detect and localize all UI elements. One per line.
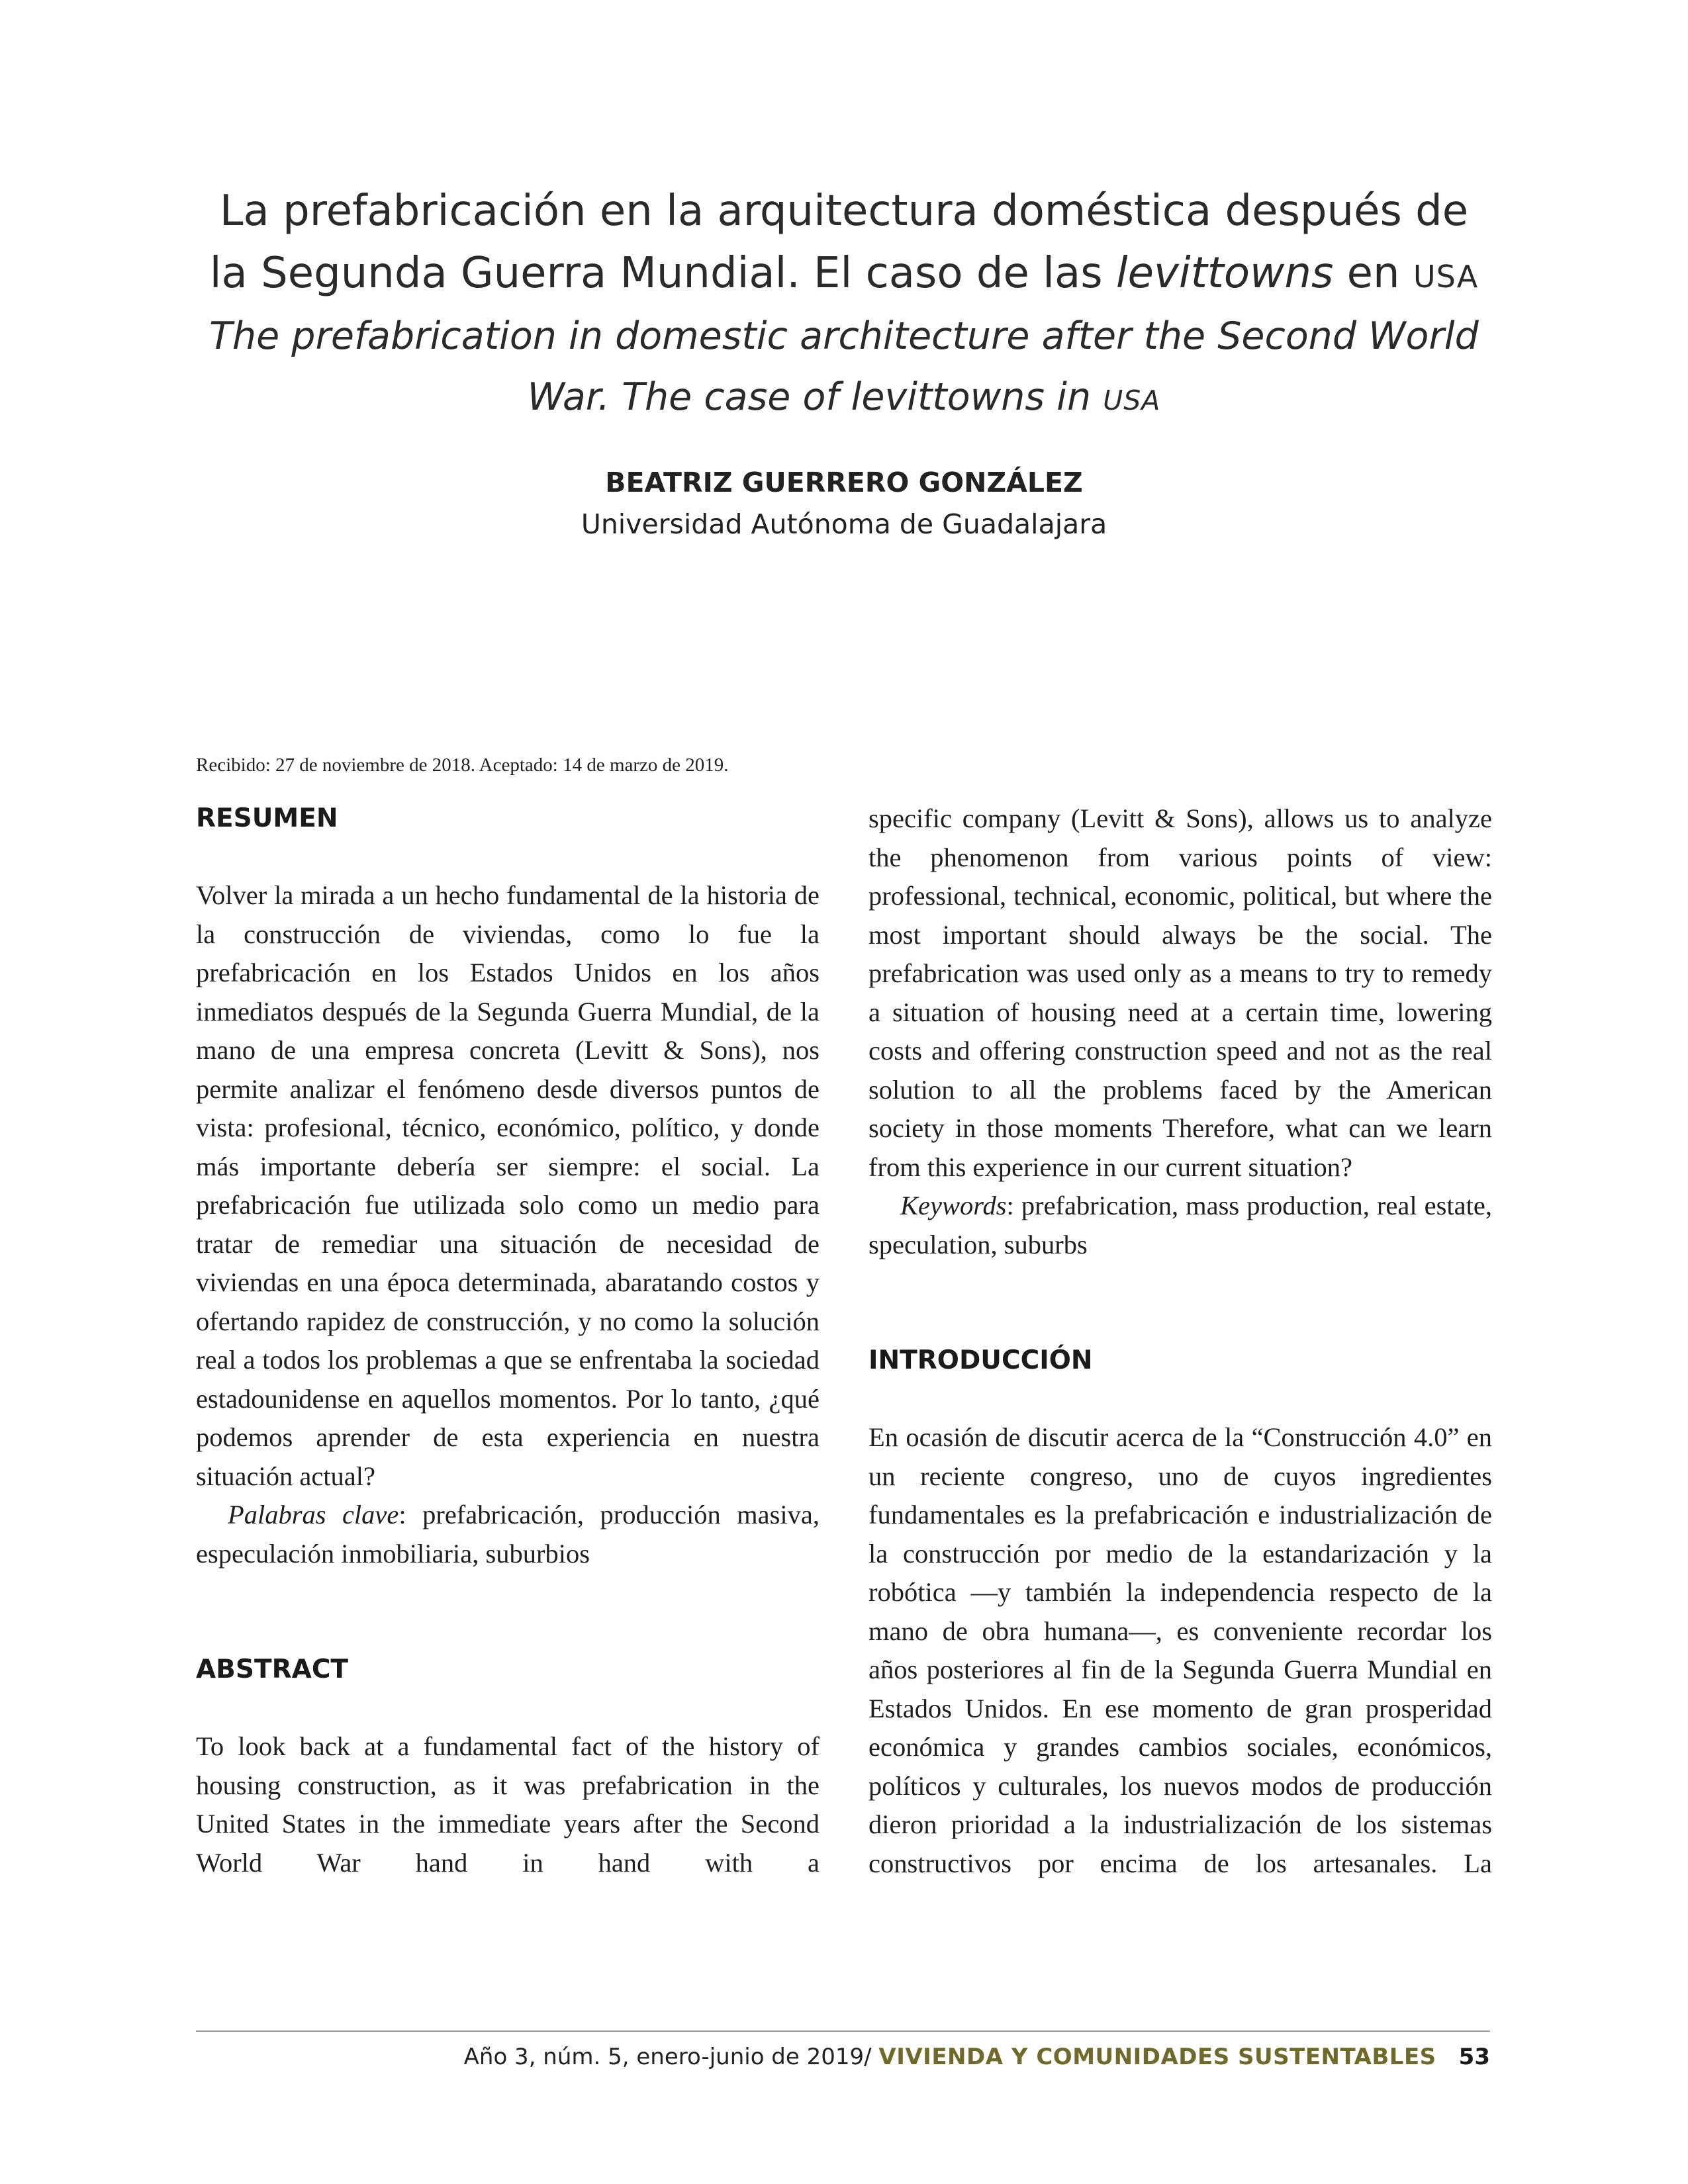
- title-es-line1: La prefabricación en la arquitectura doméstica después de: [219, 187, 1469, 236]
- footer-journal-name: VIVIENDA Y COMUNIDADES SUSTENTABLES: [878, 2044, 1436, 2070]
- resumen-keywords-text: : prefabricación, producción masiva, especulación inmobiliaria, suburbios: [196, 1500, 820, 1569]
- resumen-text: Volver la mirada a un hecho fundamental de la historia de la construcción de viviendas, como lo fue la prefabricación en los Estados Unidos en los años inmediatos después de la Segunda Guerra Mundial, de la mano de una empresa concreta (Levitt & Sons), nos permite analizar el fenómeno desde diversos puntos de vista: profesional, técnico, económico, político, y donde más importante debería ser siempre: el social. La prefabricación fue utilizada solo como un medio para tratar de remediar una situación de necesidad de viviendas en una época determinada, abaratando costos y ofertando rapidez de construcción, y no como la solución real a todos los problemas a que se enfrentaba la sociedad estadounidense en aquellos momentos. Por lo tanto, ¿qué podemos aprender de esta experiencia en nuestra situación actual?: [196, 880, 820, 1491]
- abstract-heading: ABSTRACT: [196, 1655, 349, 1684]
- abstract-keywords-label: Keywords: [900, 1191, 1007, 1220]
- resumen-heading: RESUMEN: [196, 803, 338, 833]
- page-footer: [464, 2044, 1490, 2070]
- title-english: [165, 306, 1523, 431]
- title-es-usa: USA: [1413, 259, 1479, 295]
- abstract-text-part2: specific company (Levitt & Sons), allows us to analyze the phenomenon from various points of view: professional, technical, economic, political, but where the most important should always be the social. The prefabrication was used only as a means to try to remedy a situation of housing need at a certain time, lowering costs and offering construction speed and not as the real solution to all the problems faced by the American society in those moments Therefore, what can we learn from this experience in our current situation?: [868, 803, 1492, 1182]
- title-en-usa: USA: [1103, 385, 1161, 416]
- title-es-line2a: la Segunda Guerra Mundial. El caso de las: [209, 249, 1116, 298]
- abstract-keywords: [868, 1187, 1492, 1264]
- title-es-line2b: en: [1333, 249, 1413, 298]
- introduccion-text: En ocasión de discutir acerca de la “Construcción 4.0” en un reciente congreso, uno de cuyos ingredientes fundamentales es la prefabricación e industrialización de la construcción por medio de la estandarización y la robótica —y también la independencia respecto de la mano de obra humana—, es conveniente recordar los años posteriores al fin de la Segunda Guerra Mundial en Estados Unidos. En ese momento de gran prosperidad económica y grandes cambios sociales, económicos, políticos y culturales, los nuevos modos de producción dieron prioridad a la industrialización de los sistemas constructivos por encima de los artesanales. La: [868, 1422, 1492, 1878]
- column-left: [196, 799, 820, 1882]
- received-dates: Recibido: 27 de noviembre de 2018. Aceptado: 14 de marzo de 2019.: [196, 754, 729, 776]
- footer-divider: [196, 2030, 1490, 2032]
- footer-issue: Año 3, núm. 5, enero-junio de 2019/: [463, 2044, 879, 2070]
- title-en-line1: The prefabrication in domestic architecture after the Second World: [209, 314, 1479, 358]
- page-number: 53: [1458, 2044, 1490, 2070]
- introduccion-heading: INTRODUCCIÓN: [868, 1345, 1093, 1375]
- resumen-keywords: [196, 1496, 820, 1573]
- author-affiliation: Universidad Autónoma de Guadalajara: [581, 508, 1107, 540]
- author-name: BEATRIZ GUERRERO GONZÁLEZ: [605, 467, 1083, 498]
- resumen-keywords-label: Palabras clave: [228, 1500, 399, 1529]
- abstract-text-part1: To look back at a fundamental fact of the history of housing construction, as it was prefabrication in the United States in the immediate years after the Second World War hand in hand with a: [196, 1731, 820, 1878]
- title-spanish: [165, 180, 1523, 308]
- abstract-keywords-text: : prefabrication, mass production, real estate, speculation, suburbs: [868, 1191, 1492, 1259]
- title-es-italic: levittowns: [1115, 249, 1334, 298]
- column-right: [868, 799, 1492, 1883]
- title-en-line2a: War. The case of levittowns in: [527, 375, 1103, 419]
